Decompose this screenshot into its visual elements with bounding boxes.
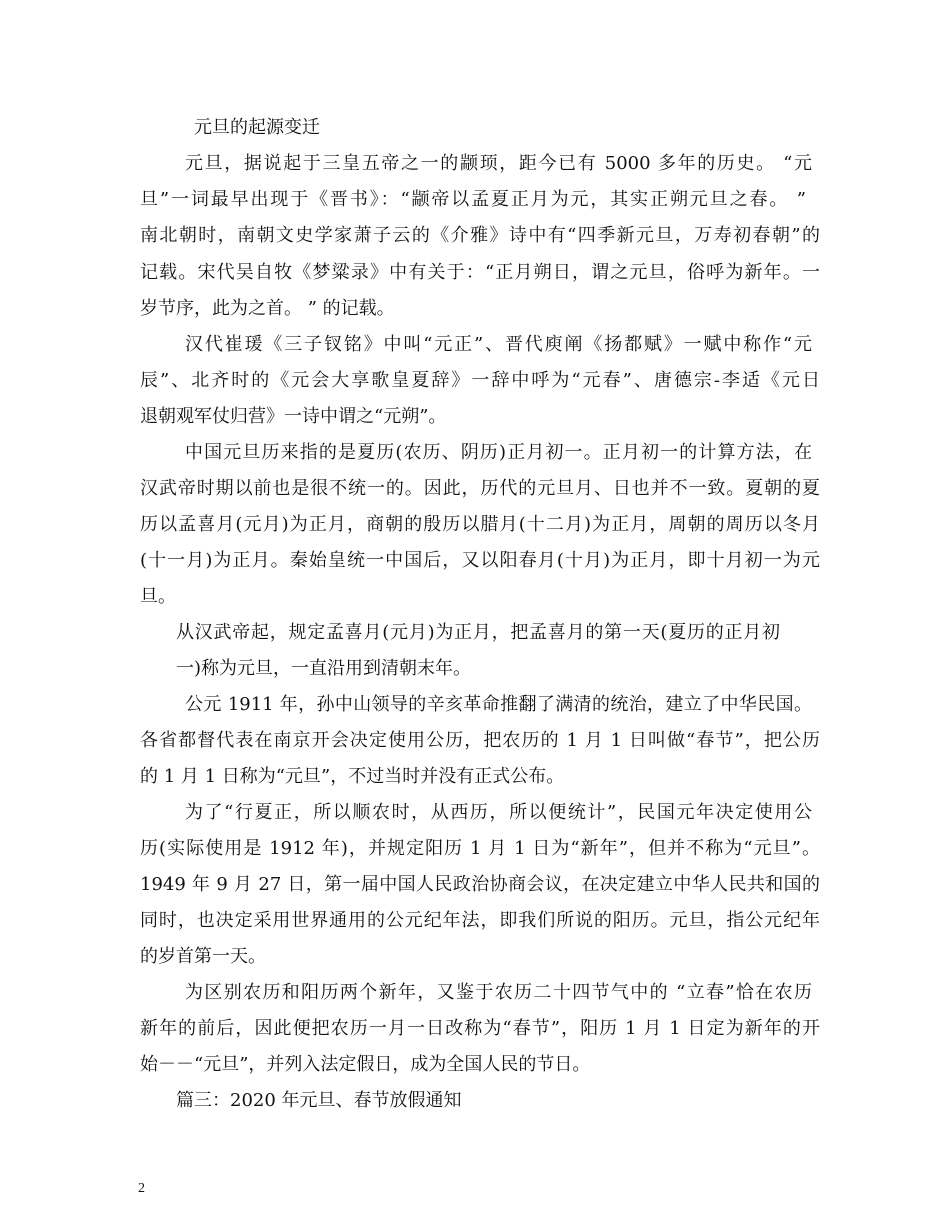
paragraph-line: 历以孟喜月(元月)为正月，商朝的殷历以腊月(十二月)为正月，周朝的周历以冬月 xyxy=(140,514,820,535)
section-heading: 篇三：2020 年元旦、春节放假通知 xyxy=(176,1090,462,1111)
paragraph-line: 南北朝时，南朝文史学家萧子云的《介雅》诗中有“四季新元旦，万寿初春朝”的 xyxy=(140,225,820,246)
paragraph-line: 为了“行夏正，所以顺农时，从西历，所以便统计”，民国元年决定使用公 xyxy=(185,802,812,823)
paragraph-line: 汉武帝时期以前也是很不统一的。因此，历代的元旦月、日也并不一致。夏朝的夏 xyxy=(140,478,820,499)
paragraph-line: (十一月)为正月。秦始皇统一中国后，又以阳春月(十月)为正月，即十月初一为元 xyxy=(140,550,820,571)
paragraph-line: 旦”一词最早出现于《晋书》：“颛帝以孟夏正月为元，其实正朔元旦之春。 ” xyxy=(140,189,806,210)
paragraph-line: 岁节序，此为之首。 ” 的记载。 xyxy=(140,298,395,319)
paragraph-line: 汉代崔瑗《三子钗铭》中叫“元正”、晋代庾阐《扬都赋》一赋中称作“元 xyxy=(185,334,812,355)
paragraph-line: 的 1 月 1 日称为“元旦”，不过当时并没有正式公布。 xyxy=(140,766,565,787)
paragraph-line: 各省都督代表在南京开会决定使用公历，把农历的 1 月 1 日叫做“春节”，把公历 xyxy=(140,730,820,751)
paragraph-line: 历(实际使用是 1912 年)，并规定阳历 1 月 1 日为“新年”，但并不称为“元旦”。 xyxy=(140,838,820,859)
paragraph-line: 的岁首第一天。 xyxy=(140,946,266,967)
section-heading: 元旦的起源变迁 xyxy=(194,117,320,138)
paragraph-line: 元旦，据说起于三皇五帝之一的颛顼，距今已有 5000 多年的历史。 “元 xyxy=(185,153,812,174)
paragraph-line: 旦。 xyxy=(140,586,176,607)
paragraph-line: 记载。宋代吴自牧《梦粱录》中有关于：“正月朔日，谓之元旦，俗呼为新年。一 xyxy=(140,262,820,283)
paragraph-line: 为区别农历和阳历两个新年，又鉴于农历二十四节气中的 “立春”恰在农历 xyxy=(185,982,812,1003)
paragraph-line: 始－－“元旦”，并列入法定假日，成为全国人民的节日。 xyxy=(140,1054,591,1075)
paragraph-line: 辰”、北齐时的《元会大享歌皇夏辞》一辞中呼为“元春”、唐德宗-李适《元日 xyxy=(140,370,820,391)
page-number: 2 xyxy=(138,1181,145,1196)
paragraph-line: 同时，也决定采用世界通用的公元纪年法，即我们所说的阳历。元旦，指公元纪年 xyxy=(140,910,820,931)
paragraph-line: 从汉武帝起，规定孟喜月(元月)为正月，把孟喜月的第一天(夏历的正月初 xyxy=(176,622,780,643)
paragraph-line: 退朝观军仗归营》一诗中谓之“元朔”。 xyxy=(140,406,447,427)
paragraph-line: 一)称为元旦，一直沿用到清朝末年。 xyxy=(176,658,472,679)
paragraph-line: 中国元旦历来指的是夏历(农历、阴历)正月初一。正月初一的计算方法，在 xyxy=(185,442,812,463)
paragraph-line: 1949 年 9 月 27 日，第一届中国人民政治协商会议，在决定建立中华人民共和国的 xyxy=(140,874,820,895)
paragraph-line: 新年的前后，因此便把农历一月一日改称为“春节”，阳历 1 月 1 日定为新年的开 xyxy=(140,1018,820,1039)
paragraph-line: 公元 1911 年，孙中山领导的辛亥革命推翻了满清的统治，建立了中华民国。 xyxy=(185,694,812,715)
